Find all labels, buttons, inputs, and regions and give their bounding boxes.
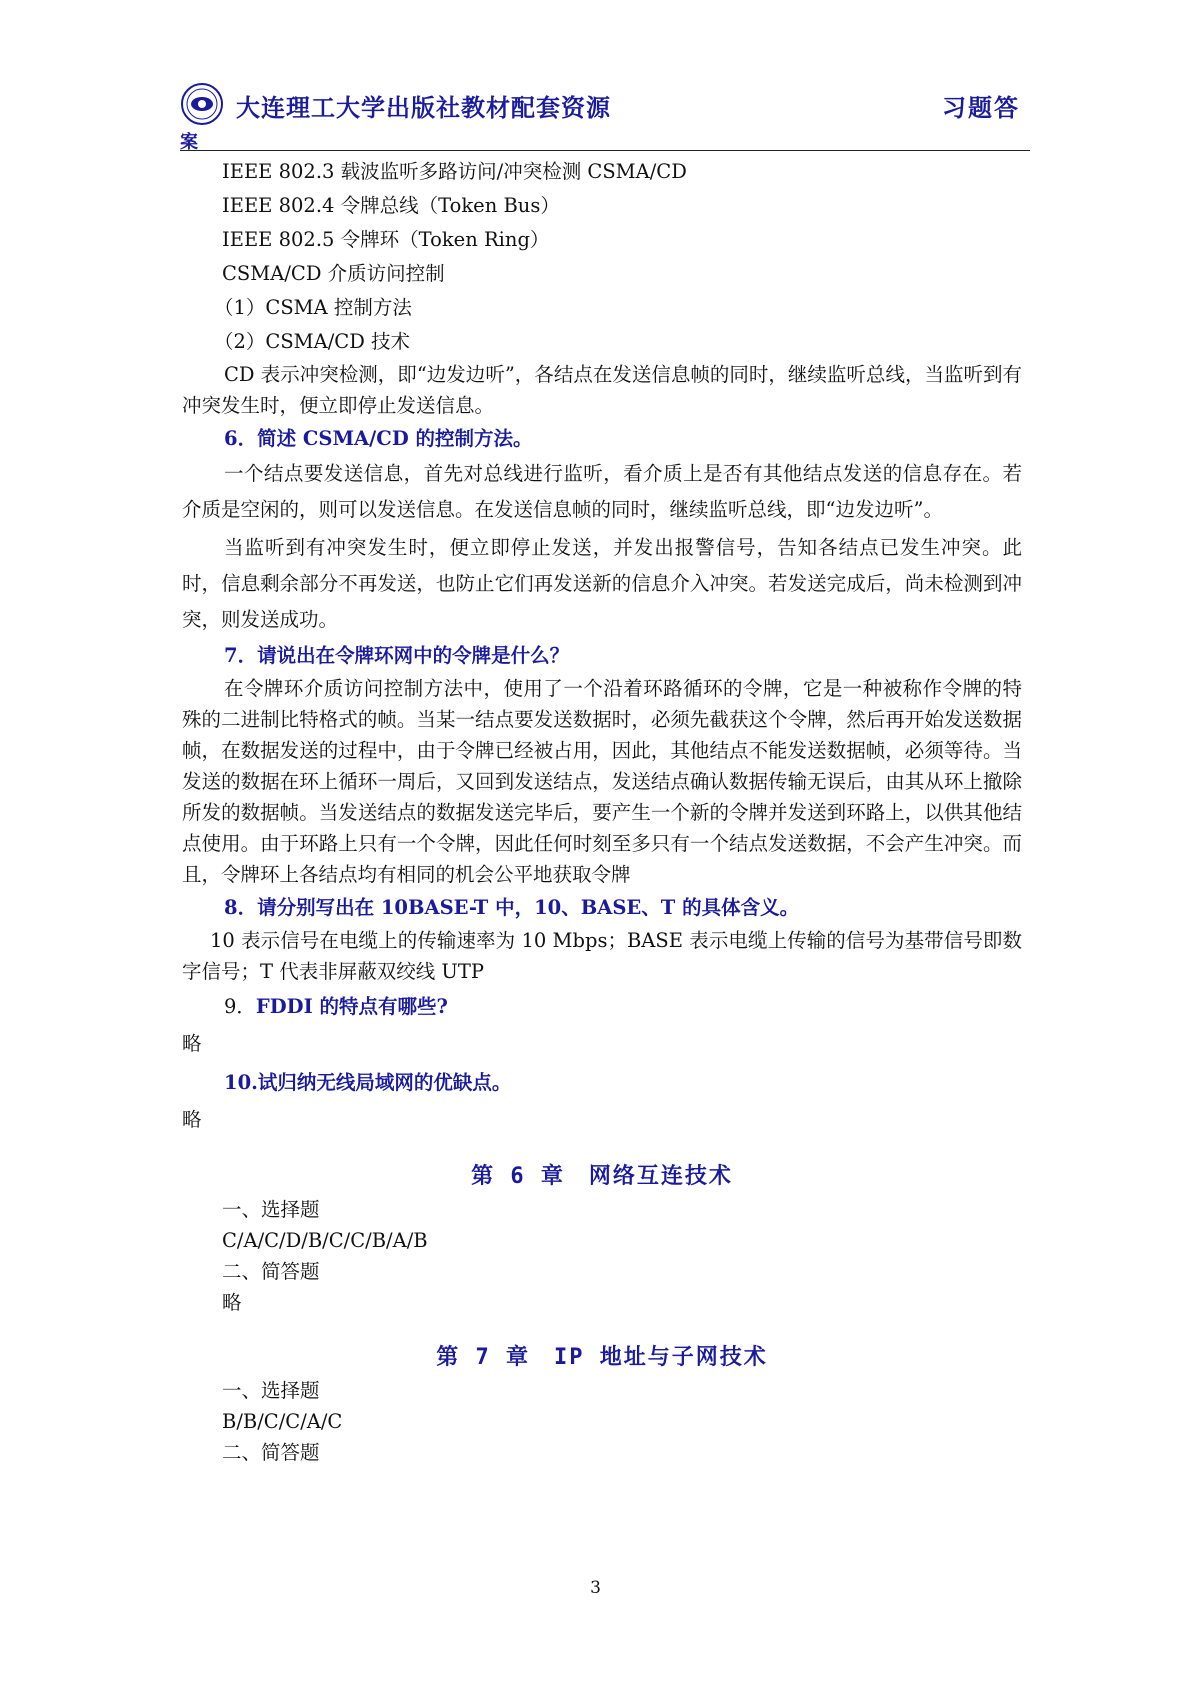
paragraph: 当监听到有冲突发生时，便立即停止发送，并发出报警信号，告知各结点已发生冲突。此时，信息剩余部分不再发送，也防止它们再发送新的信息介入冲突。若发送完成后，尚未检测到冲突，则发送成功。 xyxy=(182,536,1022,631)
answer-line: 略 xyxy=(222,1291,242,1314)
page-content xyxy=(182,156,1022,1468)
answer-10: 略 xyxy=(182,1108,202,1131)
text-line: IEEE 802.4 令牌总线（Token Bus） xyxy=(222,194,560,217)
chapter-7-title: 第 7 章 IP 地址与子网技术 xyxy=(436,1345,768,1370)
question-9-number: 9． xyxy=(224,995,256,1018)
paragraph: 一个结点要发送信息，首先对总线进行监听，看介质上是否有其他结点发送的信息存在。若介质是空闲的，则可以发送信息。在发送信息帧的同时，继续监听总线，即“边发边听”。 xyxy=(182,462,1022,521)
section-heading: 二、简答题 xyxy=(222,1441,320,1464)
page-header xyxy=(180,78,1030,152)
question-9 xyxy=(182,991,1022,1022)
answer-line: B/B/C/C/A/C xyxy=(222,1410,343,1433)
text-line: IEEE 802.3 载波监听多路访问/冲突检测 CSMA/CD xyxy=(222,160,687,183)
page-number: 3 xyxy=(590,1578,601,1598)
header-sub-text: 案 xyxy=(180,132,198,153)
question-8: 8．请分别写出在 10BASE-T 中，10、BASE、T 的具体含义。 xyxy=(224,896,800,919)
section-heading: 一、选择题 xyxy=(222,1198,320,1221)
text-line: （2）CSMA/CD 技术 xyxy=(214,330,411,353)
text-line: IEEE 802.5 令牌环（Token Ring） xyxy=(222,228,550,251)
section-heading: 一、选择题 xyxy=(222,1379,320,1402)
publisher-title: 大连理工大学出版社教材配套资源 xyxy=(236,94,611,122)
university-logo-icon xyxy=(180,82,224,126)
text-line: （1）CSMA 控制方法 xyxy=(214,296,412,319)
answer-9: 略 xyxy=(182,1032,202,1055)
answer-line: C/A/C/D/B/C/C/B/A/B xyxy=(222,1229,428,1252)
question-9-text: FDDI 的特点有哪些? xyxy=(255,995,448,1018)
paragraph: 10 表示信号在电缆上的传输速率为 10 Mbps；BASE 表示电缆上传输的信号为基带信号即数字信号；T 代表非屏蔽双绞线 UTP xyxy=(182,929,1022,983)
header-divider xyxy=(180,150,1030,151)
question-6: 6．简述 CSMA/CD 的控制方法。 xyxy=(224,427,533,450)
text-line: CSMA/CD 介质访问控制 xyxy=(222,262,445,285)
question-10: 10.试归纳无线局域网的优缺点。 xyxy=(224,1071,512,1094)
header-right-text: 习题答 xyxy=(942,94,1020,122)
chapter-6-title: 第 6 章 网络互连技术 xyxy=(471,1164,733,1189)
paragraph: CD 表示冲突检测，即“边发边听”，各结点在发送信息帧的同时，继续监听总线，当监听到有冲突发生时，便立即停止发送信息。 xyxy=(182,363,1022,417)
question-7: 7．请说出在令牌环网中的令牌是什么？ xyxy=(224,644,570,667)
section-heading: 二、简答题 xyxy=(222,1260,320,1283)
paragraph: 在令牌环介质访问控制方法中，使用了一个沿着环路循环的令牌，它是一种被称作令牌的特殊的二进制比特格式的帧。当某一结点要发送数据时，必须先截获这个令牌，然后再开始发送数据帧，在数据发送的过程中，由于令牌已经被占用，因此，其他结点不能发送数据帧，必须等待。当发送的数据在环上循环一周后，又回到发送结点，发送结点确认数据传输无误后，由其从环上撤除所发的数据帧。当发送结点的数据发送完毕后，要产生一个新的令牌并发送到环路上，以供其他结点使用。由于环路上只有一个令牌，因此任何时刻至多只有一个结点发送数据，不会产生冲突。而且，令牌环上各结点均有相同的机会公平地获取令牌 xyxy=(182,677,1022,886)
